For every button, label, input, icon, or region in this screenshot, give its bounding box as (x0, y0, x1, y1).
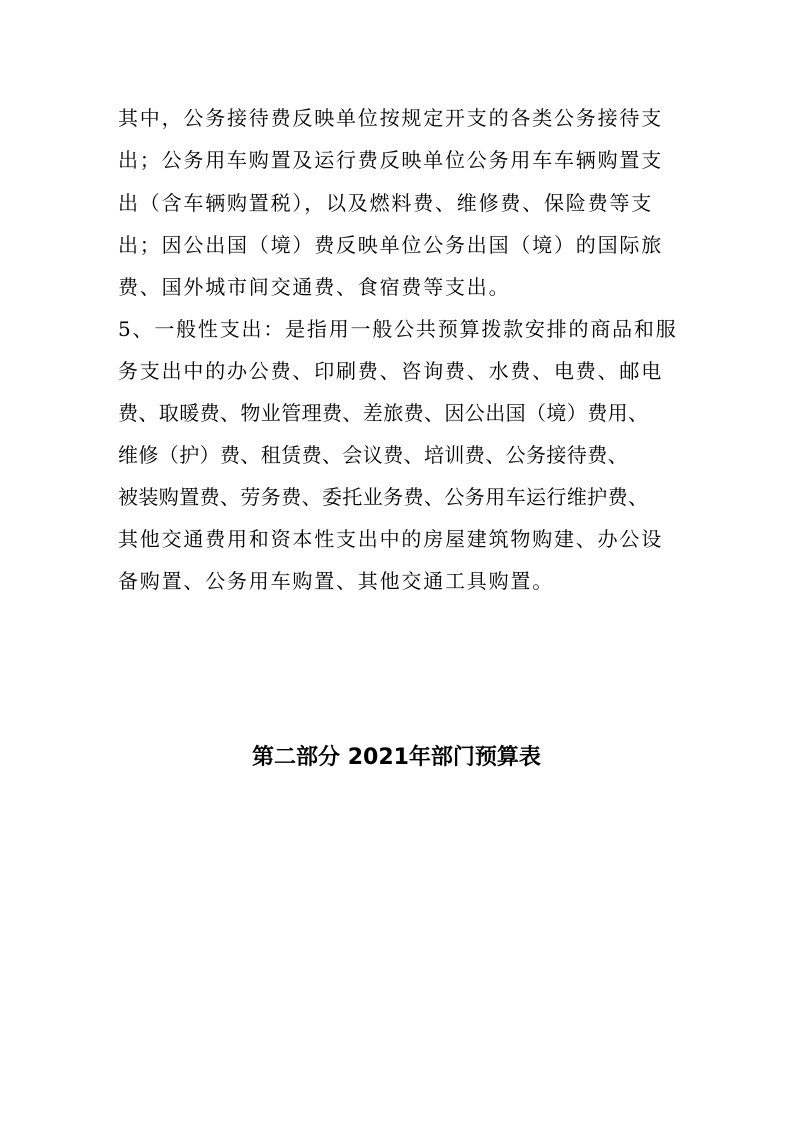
paragraph-line: 费、国外城市间交通费、食宿费等支出。 (118, 275, 511, 299)
paragraph-line: 出；因公出国（境）费反映单位公务出国（境）的国际旅 (118, 233, 663, 257)
paragraph-line: 其他交通费用和资本性支出中的房屋建筑物购建、办公设 (118, 527, 663, 551)
section-heading: 第二部分 2021年部门预算表 (252, 745, 541, 770)
paragraph-line: 被装购置费、劳务费、委托业务费、公务用车运行维护费、 (118, 485, 649, 509)
paragraph-line: 费、取暖费、物业管理费、差旅费、因公出国（境）费用、 (118, 401, 649, 425)
paragraph-line: 出；公务用车购置及运行费反映单位公务用车车辆购置支 (118, 148, 663, 172)
paragraph-line: 出（含车辆购置税），以及燃料费、维修费、保险费等支 (118, 191, 653, 215)
paragraph-line: 备购置、公务用车购置、其他交通工具购置。 (118, 569, 554, 593)
paragraph-line: 维修（护）费、租赁费、会议费、培训费、公务接待费、 (118, 443, 628, 467)
paragraph-line: 其中，公务接待费反映单位按规定开支的各类公务接待支 (118, 106, 663, 130)
paragraph-line: 5、一般性支出：是指用一般公共预算拨款安排的商品和服 (118, 317, 678, 341)
paragraph-line: 务支出中的办公费、印刷费、咨询费、水费、电费、邮电 (118, 359, 663, 383)
